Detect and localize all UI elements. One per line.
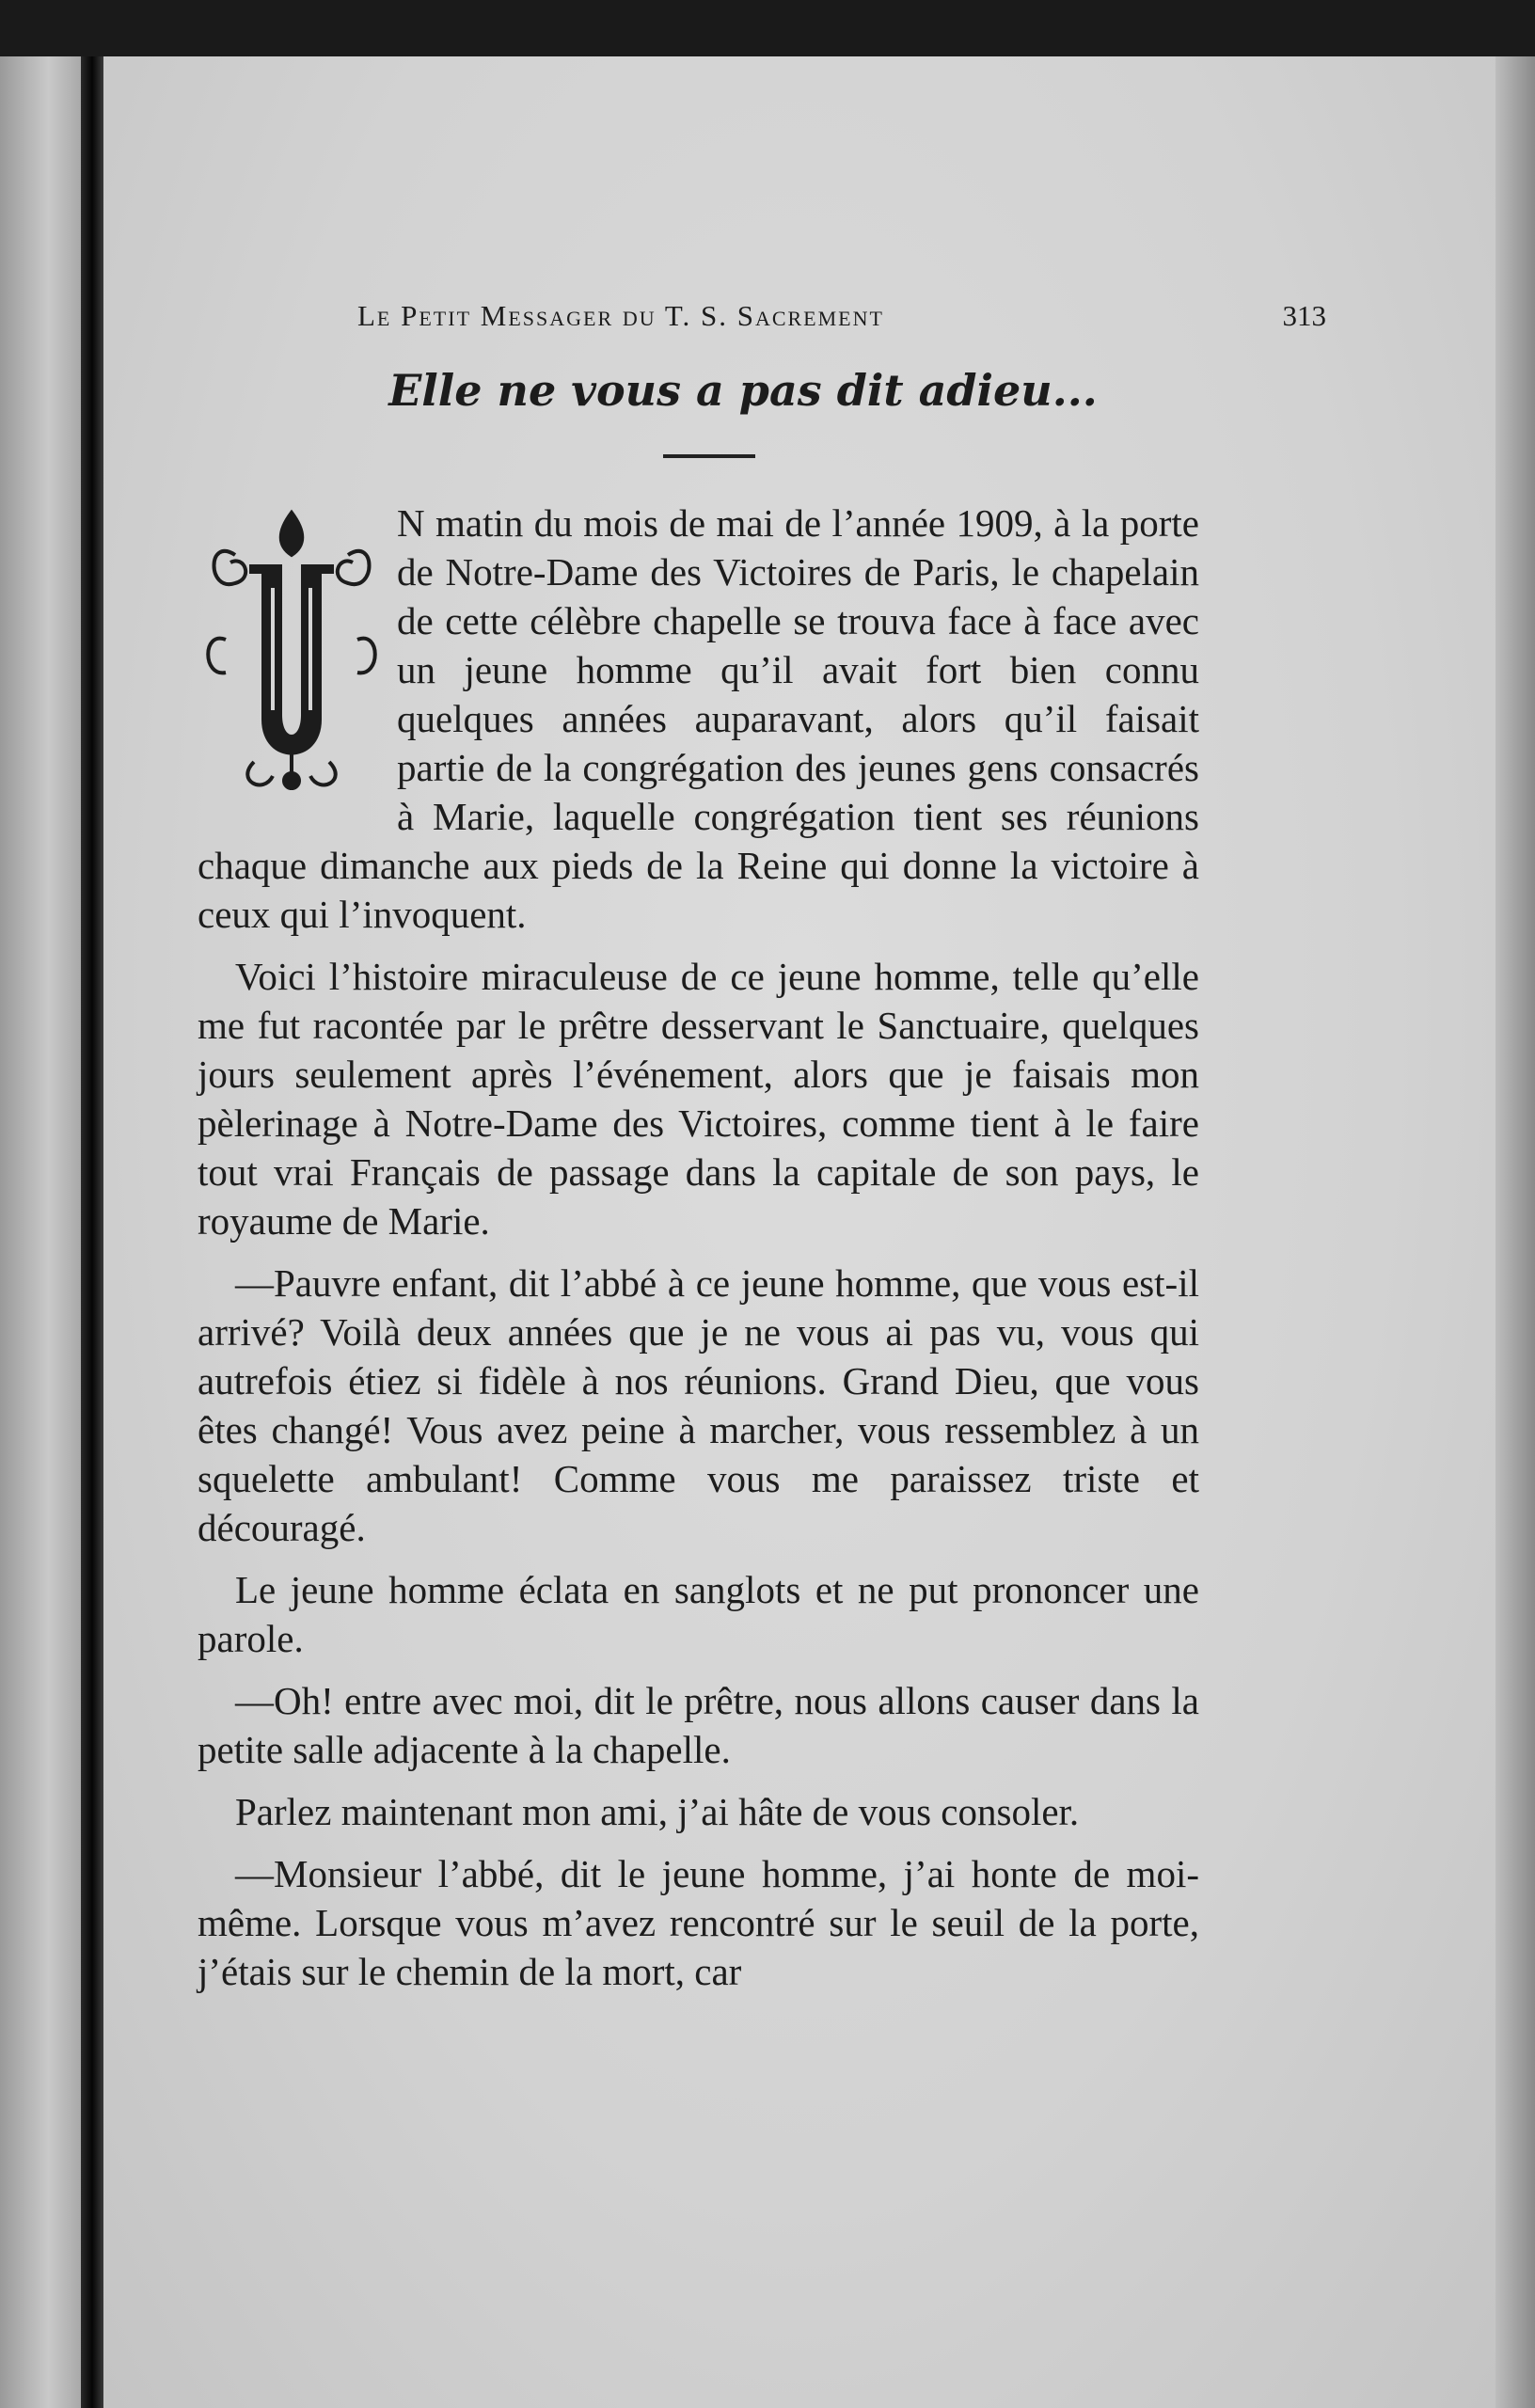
article-title: Elle ne vous a pas dit adieu... [388, 365, 1098, 416]
book-gutter [81, 56, 103, 2408]
page-number: 313 [1282, 299, 1326, 332]
running-head [357, 299, 1326, 333]
paragraph-6: Parlez maintenant mon ami, j’ai hâte de vous consoler. [235, 1790, 1080, 1833]
article-body [198, 499, 1199, 2009]
dropcap-ornament-icon [198, 499, 386, 800]
ornamental-dropcap [198, 499, 397, 814]
paragraph-2: Voici l’histoire miraculeuse de ce jeune homme, telle qu’elle me fut racontée par le prêtre desservant le Sanctuaire, quelques jours seulement après l’événement, alors que je faisais mon pèlerinage à Notre-Dame des Victoires, comme tient à le faire tout vrai Français de passage dans la capitale de son pays, le royaume de Marie. [198, 955, 1199, 1243]
title-rule [663, 454, 755, 458]
paragraph-4: Le jeune homme éclata en sanglots et ne put prononcer une parole. [198, 1568, 1199, 1660]
facing-page-edge [0, 56, 81, 2408]
book-page [103, 56, 1495, 2408]
paragraph-5: —Oh! entre avec moi, dit le prêtre, nous allons causer dans la petite salle adjacente à la chapelle. [198, 1679, 1199, 1771]
paragraph-3: —Pauvre enfant, dit l’abbé à ce jeune homme, que vous est-il arrivé? Voilà deux années que je ne vous ai pas vu, vous qui autrefois étiez si fidèle à nos réunions. Grand Dieu, que vous êtes changé! Vous avez peine à marcher, vous ressemblez à un squelette ambulant! Comme vous me paraissez triste et découragé. [198, 1261, 1199, 1549]
paragraph-7: —Monsieur l’abbé, dit le jeune homme, j’ai honte de moi-même. Lorsque vous m’avez rencontré sur le seuil de la porte, j’étais sur le chemin de la mort, car [198, 1852, 1199, 1993]
page-stack-edge [1495, 56, 1535, 2408]
paragraph-1: N matin du mois de mai de l’année 1909, à la porte de Notre-Dame des Victoires de Paris, le chapelain de cette célèbre chapelle se trouva face à face avec un jeune homme qu’il avait fort bien connu quelques années auparavant, alors qu’il faisait partie de la congrégation des jeunes gens consacrés à Marie, laquelle congrégation tient ses réunions chaque dimanche aux pieds de la Reine qui donne la victoire à ceux qui l’invoquent. [198, 501, 1199, 936]
running-head-title: Le Petit Messager du T. S. Sacrement [357, 299, 884, 332]
